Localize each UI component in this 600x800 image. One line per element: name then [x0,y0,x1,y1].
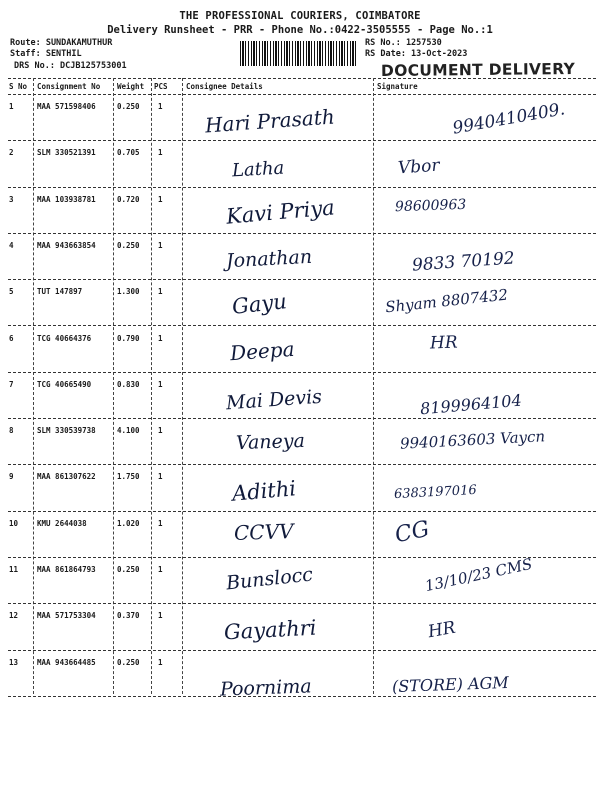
company-title: THE PROFESSIONAL COURIERS, COIMBATORE [179,10,421,22]
consignee-name-handwritten: Adithi [231,476,297,507]
consignee-name-handwritten: Jonathan [225,245,313,273]
row-pcs: 1 [158,611,163,621]
consignee-name-handwritten: Latha [231,157,285,182]
row-sno: 11 [9,565,19,574]
row-consignment-no: TCG 40664376 [37,333,92,343]
row-weight: 0.250 [117,657,140,667]
row-pcs: 1 [158,148,163,158]
row-weight: 1.300 [117,287,140,297]
row-sno: 7 [9,379,14,389]
row-weight: 1.750 [117,472,140,482]
table-row [8,554,596,604]
row-weight: 4.100 [117,426,140,436]
signature-handwritten: (STORE) AGM [391,672,510,696]
document-delivery-stamp: DOCUMENT DELIVERY [380,59,576,81]
row-consignment-no: MAA 571598406 [37,102,96,111]
table-row [8,512,596,558]
signature-handwritten: 8199964104 [419,390,523,419]
consignee-name-handwritten: Gayu [230,289,288,319]
consignee-name-handwritten: Poornima [219,675,312,701]
row-pcs: 1 [158,240,163,250]
row-pcs: 1 [158,333,163,343]
table-row [8,419,596,465]
row-consignment-no: MAA 943664485 [37,657,96,667]
table-row [8,234,596,280]
table-row [8,188,596,234]
consignee-name-handwritten: Mai Devis [225,385,323,415]
signature-handwritten: 9833 70192 [411,248,516,276]
consignee-name-handwritten: CCVV [233,518,294,545]
col-header-weight: Weight [117,82,145,91]
signature-handwritten: 98600963 [394,196,467,215]
rs-number: RS No.: 1257530 [365,38,442,48]
consignee-name-handwritten: Deepa [229,336,296,365]
row-sno: 8 [9,426,14,436]
table-row [8,465,596,511]
row-pcs: 1 [158,379,163,389]
table-row [8,327,596,373]
consignee-name-handwritten: Vaneya [235,429,306,455]
staff-label: Staff: SENTHIL [10,49,82,59]
signature-handwritten: CG [392,516,432,548]
signature-handwritten: 13/10/23 CMS [423,554,534,596]
row-pcs: 1 [158,472,163,482]
row-weight: 0.370 [117,611,140,621]
signature-handwritten: HR [426,618,458,643]
table-row [8,141,596,187]
signature-handwritten: 9940410409. [451,99,567,139]
signature-handwritten: 6383197016 [393,483,478,503]
row-sno: 12 [9,611,19,621]
table-top-divider [8,78,596,79]
row-consignment-no: KMU 2644038 [37,518,87,528]
col-header-consignment: Consignment No [37,82,101,91]
row-weight: 1.020 [117,518,140,528]
row-pcs: 1 [158,426,163,436]
row-sno: 2 [9,148,14,158]
row-consignment-no: SLM 330539738 [37,426,96,436]
row-pcs: 1 [158,657,163,667]
consignee-name-handwritten: Bunslocc [225,563,314,595]
signature-handwritten: Shyam 8807432 [384,285,509,317]
signature-handwritten: HR [429,332,458,353]
row-consignment-no: MAA 861864793 [37,565,96,574]
row-divider [8,696,596,697]
row-sno: 13 [9,657,19,667]
consignee-name-handwritten: Hari Prasath [204,104,336,138]
row-consignment-no: SLM 330521391 [37,148,96,158]
row-pcs: 1 [158,287,163,297]
row-pcs: 1 [158,565,163,574]
row-sno: 3 [9,194,14,204]
col-header-consignee: Consignee Details [186,82,263,91]
row-sno: 5 [9,287,14,297]
table-row [8,280,596,326]
rs-date: RS Date: 13-Oct-2023 [365,49,468,59]
row-sno: 4 [9,240,14,250]
barcode [240,41,358,66]
row-consignment-no: TCG 40665490 [37,379,92,389]
row-sno: 10 [9,518,19,528]
table-row [8,95,596,141]
signature-handwritten: Vbor [397,155,441,179]
row-pcs: 1 [158,102,163,111]
row-sno: 6 [9,333,14,343]
table-row [8,604,596,650]
route-label: Route: SUNDAKAMUTHUR [10,38,113,48]
row-sno: 1 [9,102,14,111]
row-sno: 9 [9,472,14,482]
table-row [8,373,596,419]
runsheet-subtitle: Delivery Runsheet - PRR - Phone No.:0422-3505555 - Page No.:1 [107,24,493,36]
signature-handwritten: 9940163603 Vaycn [399,427,546,453]
col-header-pcs: PCS [154,82,168,91]
drs-number: DRS No.: DCJB125753001 [14,61,127,71]
consignee-name-handwritten: Gayathri [223,615,317,645]
col-header-signature: Signature [377,82,418,91]
row-weight: 0.705 [117,148,140,158]
row-weight: 0.250 [117,565,140,574]
row-weight: 0.250 [117,102,140,111]
row-consignment-no: MAA 861307622 [37,472,96,482]
consignee-name-handwritten: Kavi Priya [225,194,336,229]
row-weight: 0.790 [117,333,140,343]
row-weight: 0.830 [117,379,140,389]
row-consignment-no: TUT 147897 [37,287,83,297]
row-consignment-no: MAA 943663854 [37,240,96,250]
row-pcs: 1 [158,194,163,204]
row-consignment-no: MAA 103938781 [37,194,96,204]
row-pcs: 1 [158,518,163,528]
table-row [8,651,596,701]
col-header-sno: S No [9,82,28,91]
row-weight: 0.250 [117,240,140,250]
row-weight: 0.720 [117,194,140,204]
row-consignment-no: MAA 571753304 [37,611,96,621]
